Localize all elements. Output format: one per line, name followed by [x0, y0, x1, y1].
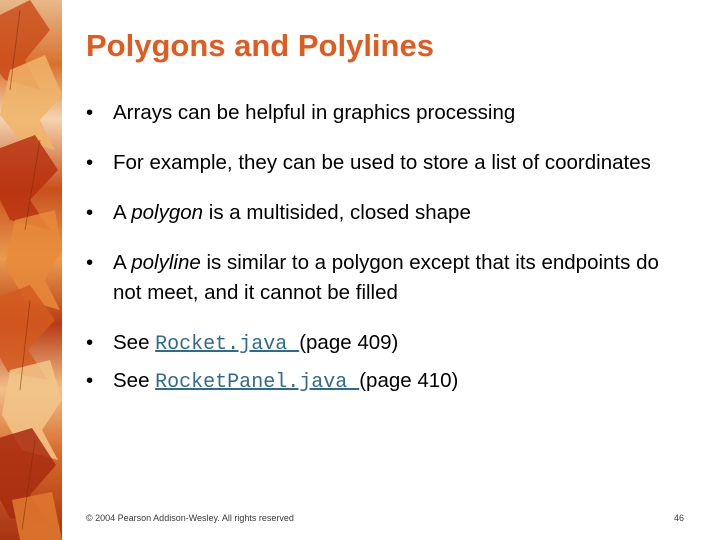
bullet-text: For example, they can be used to store a list of coordinates [113, 151, 651, 174]
bullet-item [86, 148, 686, 178]
bullet-item [86, 248, 686, 308]
bullet-dot: • [86, 251, 94, 274]
bullet-text-pre: See [113, 331, 156, 354]
bullet-text-post: is a multisided, closed shape [203, 201, 471, 224]
bullet-text-pre: See [113, 369, 156, 392]
bullet-text: Arrays can be helpful in graphics processing [113, 101, 516, 124]
bullet-emphasis: polyline [131, 251, 201, 274]
bullet-list [86, 98, 686, 398]
slide-title: Polygons and Polylines [86, 28, 434, 63]
copyright-footer: © 2004 Pearson Addison-Wesley. All rights reserved [86, 513, 294, 523]
bullet-dot: • [86, 151, 94, 174]
bullet-text-post: (page 409) [299, 331, 399, 354]
page-number: 46 [673, 513, 684, 523]
bullet-item [86, 98, 686, 128]
bullet-dot: • [86, 101, 94, 124]
bullet-dot: • [86, 201, 94, 224]
bullet-item [86, 198, 686, 228]
bullet-item [86, 366, 686, 398]
rocket-java-link[interactable]: Rocket.java [155, 333, 300, 356]
bullet-text-post: is similar to a polygon except that its endpoints do not meet, and it cannot be filled [113, 251, 659, 304]
rocket-panel-java-link[interactable]: RocketPanel.java [155, 371, 360, 394]
bullet-emphasis: polygon [131, 201, 204, 224]
bullet-dot: • [86, 369, 94, 392]
leaves-image [0, 0, 62, 540]
bullet-item [86, 328, 686, 360]
bullet-text-post: (page 410) [359, 369, 459, 392]
autumn-leaves-decoration [0, 0, 62, 540]
bullet-dot: • [86, 331, 94, 354]
bullet-text-pre: A [113, 251, 132, 274]
bullet-text-pre: A [113, 201, 132, 224]
